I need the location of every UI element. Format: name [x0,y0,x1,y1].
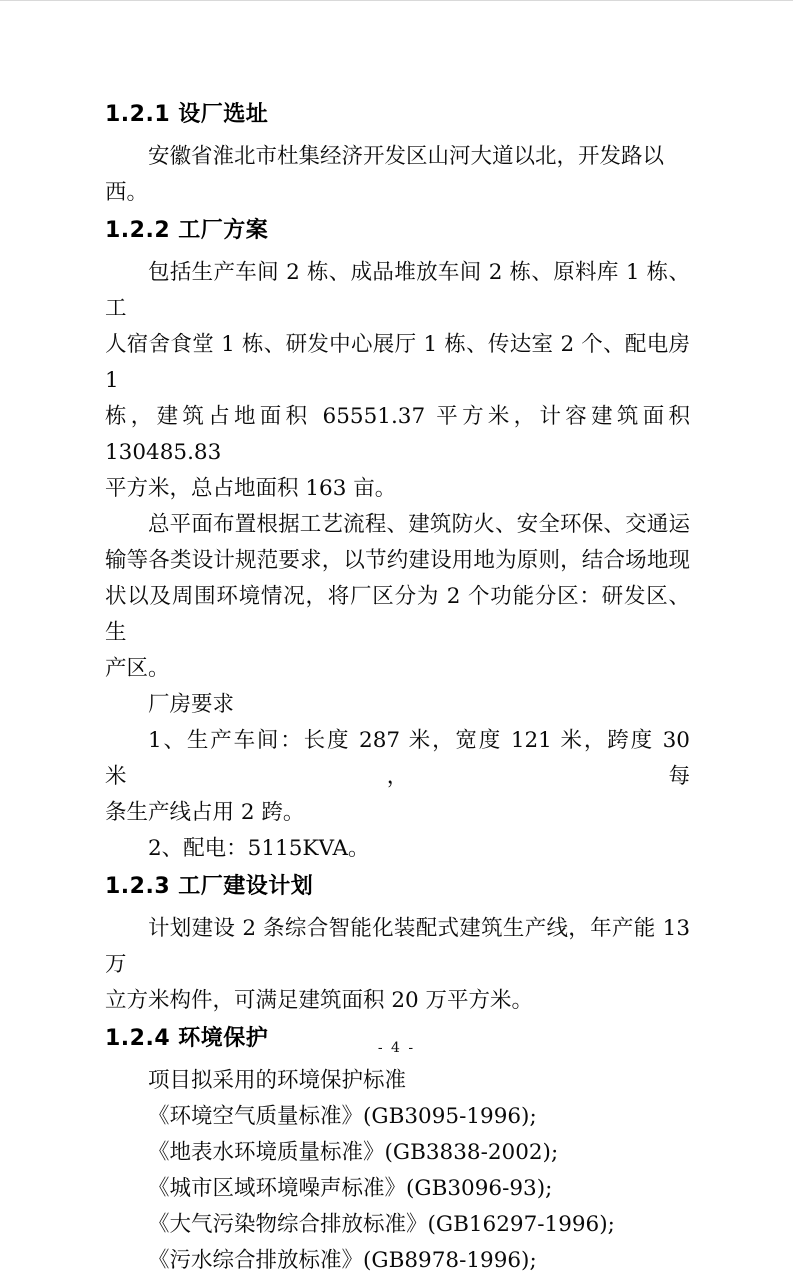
standard-list-item: 《污水综合排放标准》(GB8978-1996); [148,1248,537,1273]
standard-list-item: 《城市区域环境噪声标准》(GB3096-93); [148,1176,553,1201]
text-line: 立方米构件，可满足建筑面积 20 万平方米。 [105,988,534,1013]
text-line: 1、生产车间：长度 287 米，宽度 121 米，跨度 30 米，每 [105,728,690,789]
standard-list-item: 《环境空气质量标准》(GB3095-1996); [148,1104,537,1129]
text-line: 项目拟采用的环境保护标准 [148,1068,407,1093]
page-content [105,95,690,1279]
scan-edge-line [0,0,793,1]
text-line: 产区。 [105,656,170,681]
text-line: 2、配电：5115KVA。 [148,836,370,861]
standard-list-item: 《地表水环境质量标准》(GB3838-2002); [148,1140,559,1165]
page-number: - 4 - [377,1040,416,1056]
section-heading-construction-schedule: 1.2.3 工厂建设计划 [105,874,314,899]
text-line: 输等各类设计规范要求，以节约建设用地为原则，结合场地现 [105,548,690,573]
text-line: 包括生产车间 2 栋、成品堆放车间 2 栋、原料库 1 栋、工 [105,260,690,321]
text-line: 总平面布置根据工艺流程、建筑防火、安全环保、交通运 [148,512,690,537]
text-line: 状以及周围环境情况，将厂区分为 2 个功能分区：研发区、生 [105,584,690,645]
text-line: 栋，建筑占地面积 65551.37 平方米，计容建筑面积 130485.83 [105,404,690,465]
section-heading-environmental-protection: 1.2.4 环境保护 [105,1026,269,1051]
section-heading-site-selection: 1.2.1 设厂选址 [105,102,269,127]
text-line: 厂房要求 [148,692,235,717]
text-line: 条生产线占用 2 跨。 [105,800,305,825]
standard-list-item: 《大气污染物综合排放标准》(GB16297-1996); [148,1212,615,1237]
section-heading-factory-plan: 1.2.2 工厂方案 [105,218,269,243]
text-line: 安徽省淮北市杜集经济开发区山河大道以北，开发路以西。 [105,144,665,205]
text-line: 人宿舍食堂 1 栋、研发中心展厅 1 栋、传达室 2 个、配电房 1 [105,332,690,393]
text-line: 计划建设 2 条综合智能化装配式建筑生产线，年产能 13 万 [105,916,690,977]
text-line: 平方米，总占地面积 163 亩。 [105,476,397,501]
